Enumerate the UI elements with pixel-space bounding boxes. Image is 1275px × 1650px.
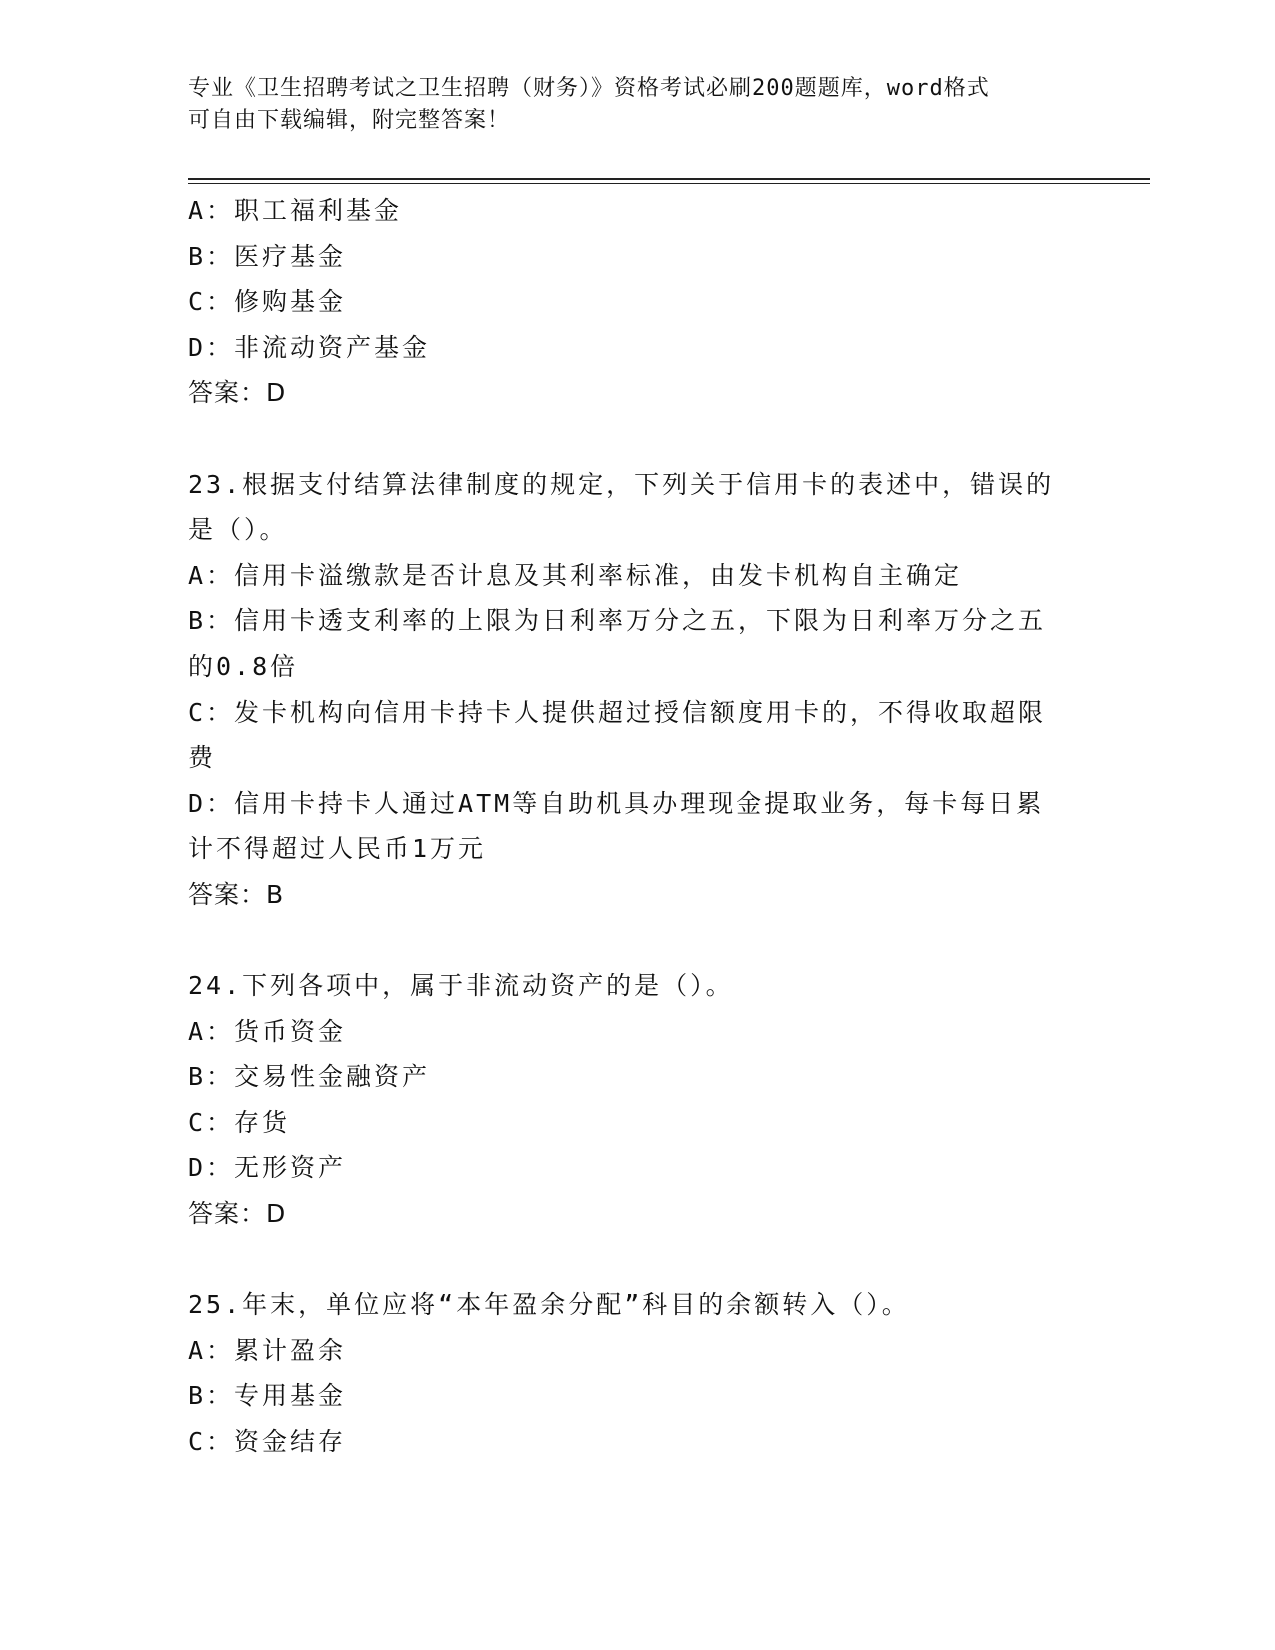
question-25 [188,1282,1088,1464]
question-22-tail [188,188,1088,416]
option-d: D：非流动资产基金 [188,332,431,362]
option-b-continued: 的0.8倍 [188,651,299,681]
question-stem: 25.年末，单位应将“本年盈余分配”科目的余额转入（）。 [188,1290,910,1320]
document-header [188,73,1068,137]
option-a: A：累计盈余 [188,1335,347,1365]
option-d-continued: 计不得超过人民币1万元 [188,834,487,864]
option-b: B：交易性金融资产 [188,1062,431,1092]
option-d: D：无形资产 [188,1153,347,1183]
answer: 答案：D [188,378,287,408]
spacer [188,416,1088,462]
question-stem: 24.下列各项中，属于非流动资产的是（）。 [188,971,734,1001]
option-c: C：资金结存 [188,1427,347,1457]
option-a: A：信用卡溢缴款是否计息及其利率标准，由发卡机构自主确定 [188,560,963,590]
spacer [188,918,1088,964]
question-stem: 23.根据支付结算法律制度的规定，下列关于信用卡的表述中，错误的 [188,469,1055,499]
option-c: C：存货 [188,1107,291,1137]
option-a: A：职工福利基金 [188,196,403,225]
question-stem-continued: 是（）。 [188,515,288,545]
header-line-2: 可自由下载编辑，附完整答案！ [188,108,511,133]
option-b: B：信用卡透支利率的上限为日利率万分之五，下限为日利率万分之五 [188,606,1047,636]
option-c: C：修购基金 [188,287,347,317]
question-23 [188,462,1088,918]
option-d: D：信用卡持卡人通过ATM等自助机具办理现金提取业务，每卡每日累 [188,788,1045,818]
question-list [188,188,1088,1465]
answer: 答案：D [188,1199,287,1229]
option-c-continued: 费 [188,743,217,773]
answer: 答案：B [188,879,285,909]
option-c: C：发卡机构向信用卡持卡人提供超过授信额度用卡的，不得收取超限 [188,697,1047,727]
option-a: A：货币资金 [188,1016,347,1046]
question-24 [188,963,1088,1237]
option-b: B：专用基金 [188,1381,347,1411]
header-divider [188,178,1150,184]
header-line-1: 专业《卫生招聘考试之卫生招聘（财务）》资格考试必刷200题题库，word格式 [188,76,990,101]
spacer [188,1237,1088,1283]
option-b: B：医疗基金 [188,241,347,271]
